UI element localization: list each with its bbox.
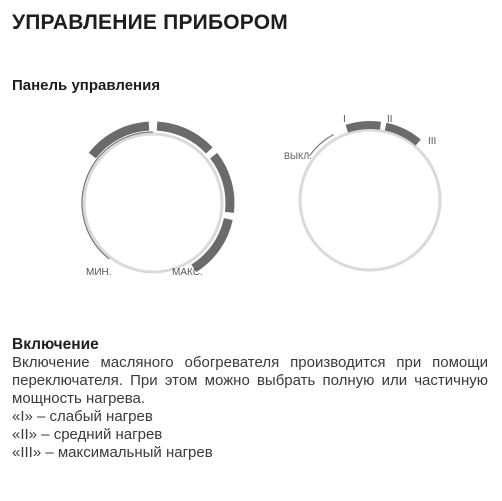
page-title: УПРАВЛЕНИЕ ПРИБОРОМ: [12, 11, 288, 34]
section-title: Включение: [12, 336, 99, 353]
mode-item: «II» – средний нагрев: [12, 426, 163, 443]
position-2-label: II: [387, 114, 393, 125]
thermostat-dial[interactable]: [82, 126, 230, 278]
min-label: МИН.: [86, 267, 112, 278]
max-label: МАКС.: [172, 267, 203, 278]
power-switch-knob: [300, 130, 440, 270]
position-3-label: III: [428, 136, 437, 147]
position-1-label: I: [343, 114, 346, 125]
mode-item: «III» – максимальный нагрев: [12, 444, 213, 461]
section-paragraph: Включение масляного обогревателя производится при помощи переключателя. При этом можно выбрать полную или частичную мощность нагрева.: [12, 354, 488, 407]
switching-on-section: [12, 336, 488, 462]
mode-item: «I» – слабый нагрев: [12, 408, 153, 425]
panel-heading: Панель управления: [12, 77, 161, 94]
position-1-segment: [347, 125, 381, 129]
off-label: ВЫКЛ.: [284, 151, 312, 161]
power-switch-dial[interactable]: [284, 114, 440, 270]
thermostat-knob: [84, 134, 222, 272]
